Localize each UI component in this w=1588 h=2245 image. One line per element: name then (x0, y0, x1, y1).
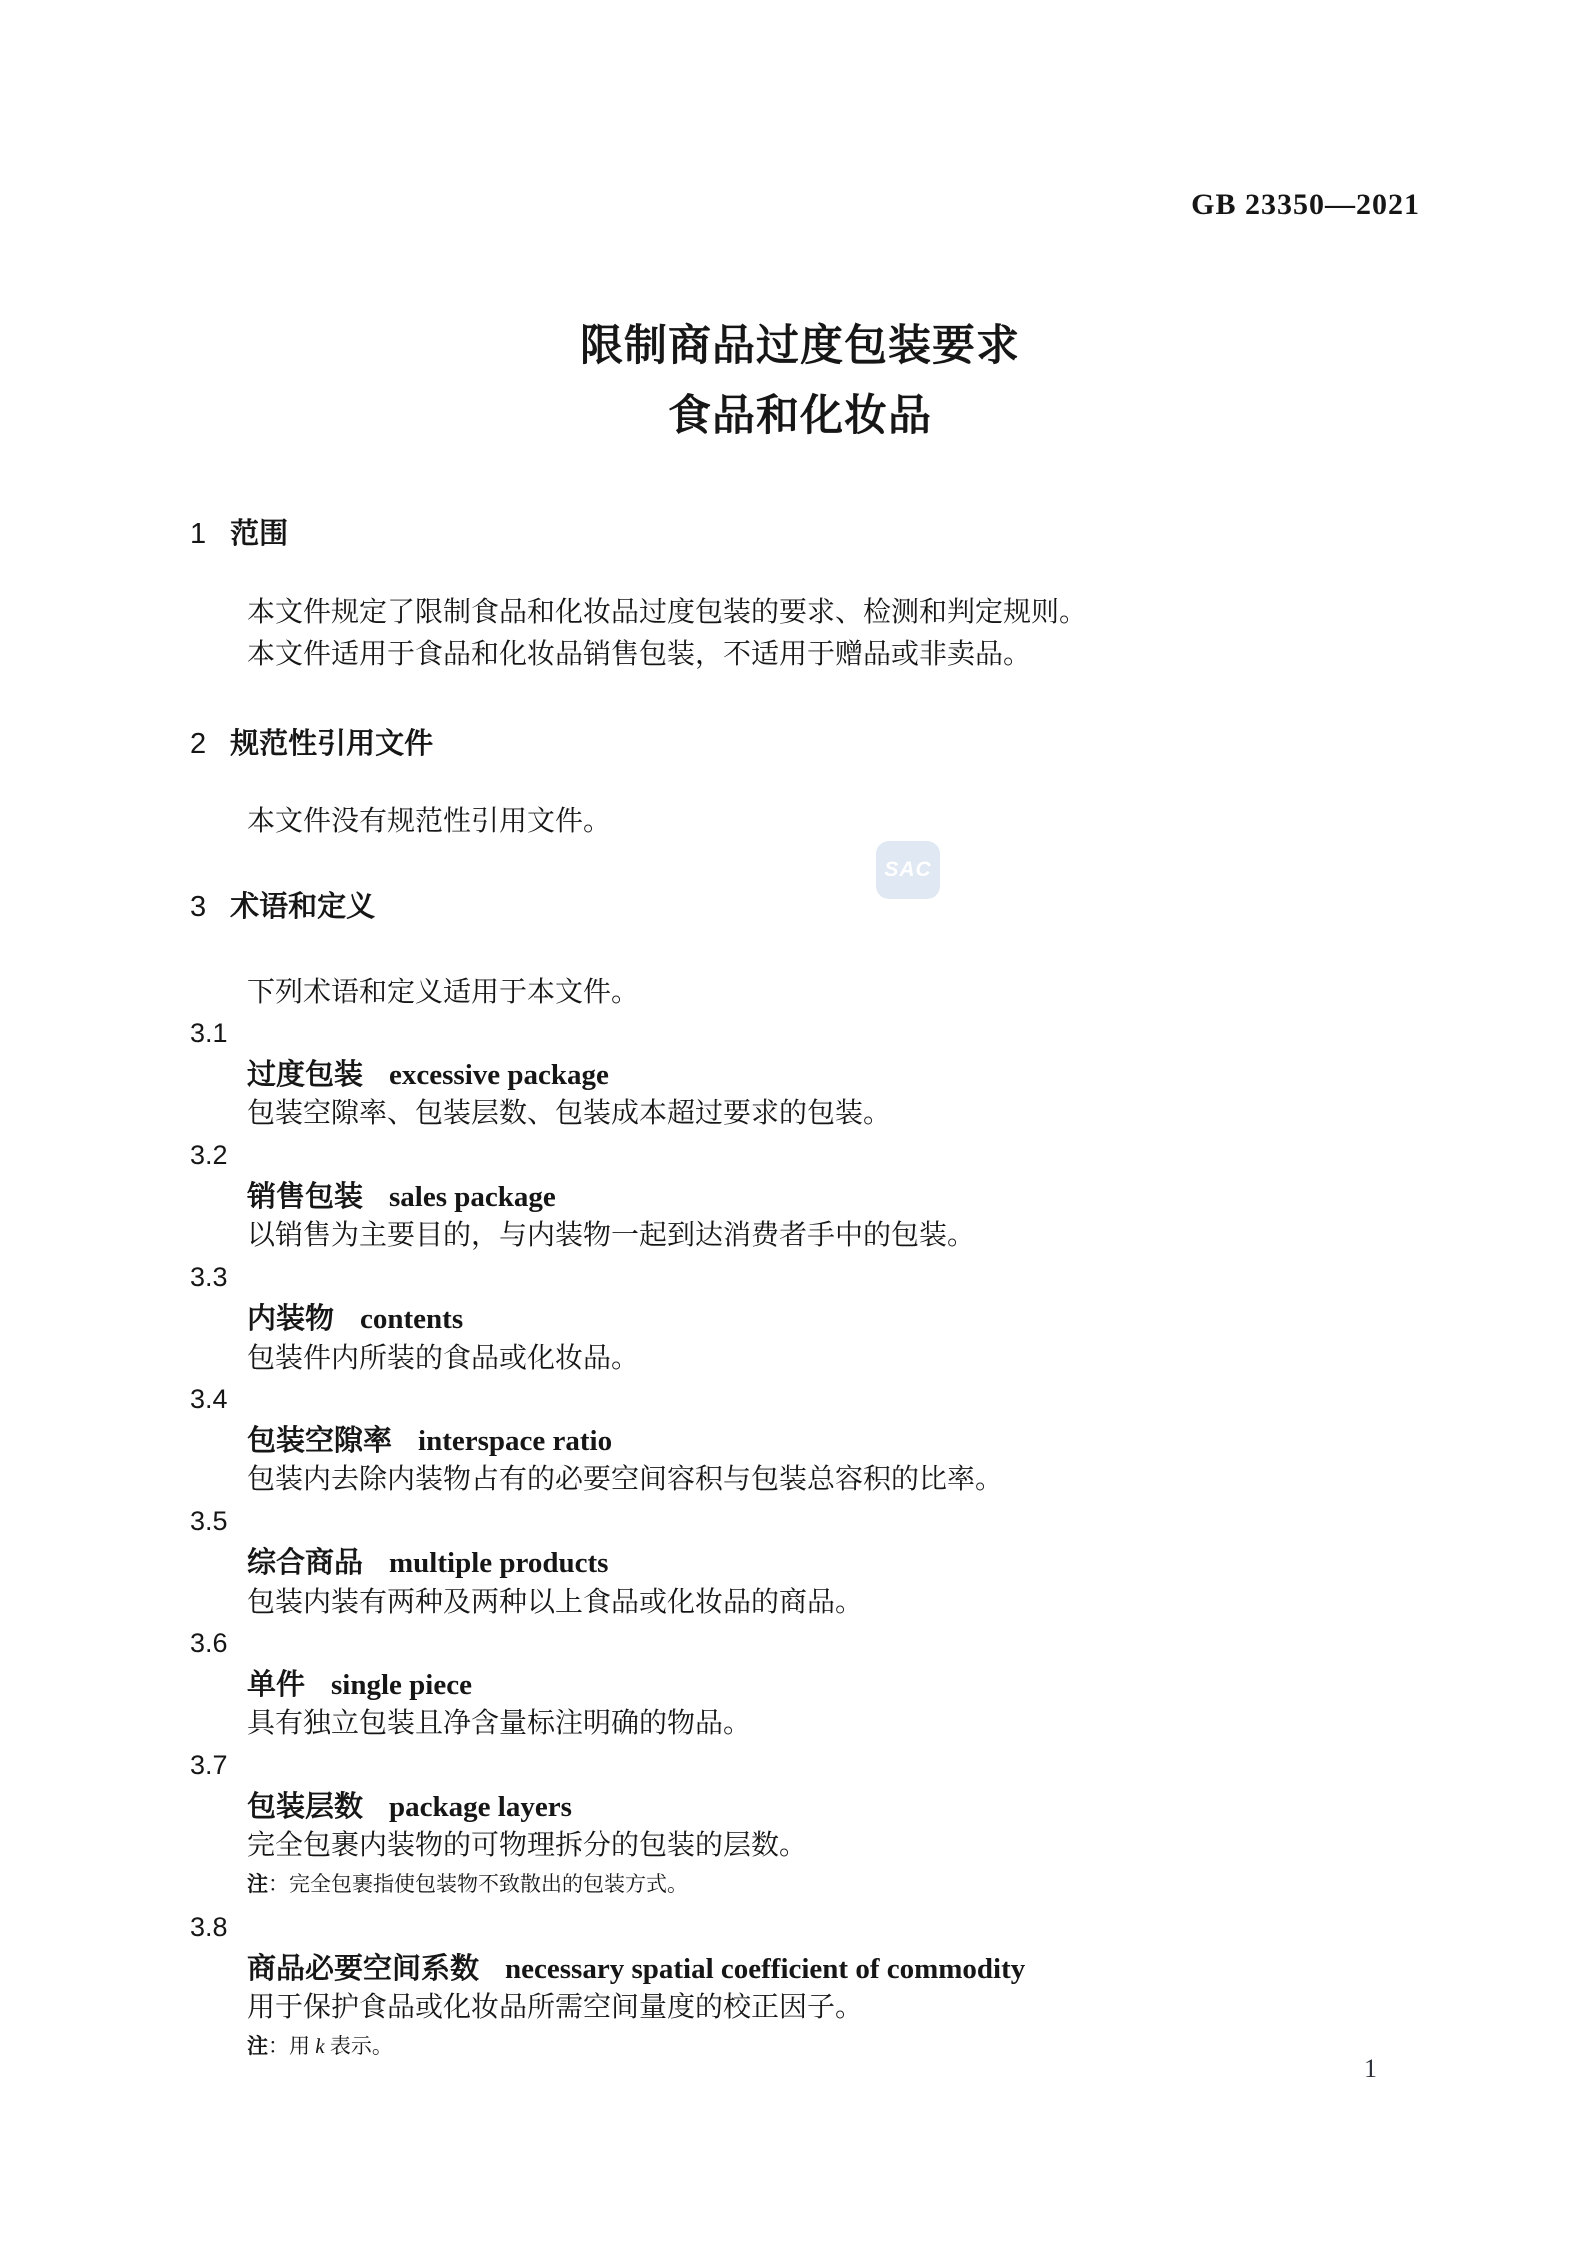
note-label: 注 (247, 2035, 268, 2058)
term-en: multiple products (389, 1547, 609, 1579)
section-number: 3 (190, 891, 207, 923)
term-zh: 单件 (247, 1669, 306, 1701)
term-title (247, 1425, 612, 1458)
term-zh: 商品必要空间系数 (247, 1953, 480, 1985)
note-colon: ： (268, 2034, 289, 2058)
term-number: 3.1 (190, 1018, 228, 1048)
term-title (247, 1303, 463, 1336)
document-title-line2: 食品和化妆品 (668, 392, 932, 440)
note-text-prefix: 用 (289, 2034, 316, 2058)
term-note (247, 1872, 688, 1897)
section-title: 范围 (230, 518, 289, 550)
term-definition: 包装内装有两种及两种以上食品或化妆品的商品。 (247, 1587, 864, 1618)
section-title: 术语和定义 (230, 891, 376, 923)
term-definition: 用于保护食品或化妆品所需空间量度的校正因子。 (247, 1992, 864, 2023)
sac-watermark-text: SAC (884, 857, 932, 881)
section-number: 1 (190, 518, 207, 550)
term-number: 3.2 (190, 1140, 228, 1170)
term-definition: 具有独立包装且净含量标注明确的物品。 (247, 1708, 752, 1739)
section-title: 规范性引用文件 (230, 728, 434, 760)
section-1-heading (190, 518, 288, 551)
term-number: 3.3 (190, 1262, 228, 1292)
term-title (247, 1791, 572, 1824)
term-zh: 销售包装 (247, 1181, 364, 1213)
paragraph: 本文件适用于食品和化妆品销售包装，不适用于赠品或非卖品。 (247, 639, 1032, 670)
term-definition: 包装件内所装的食品或化妆品。 (247, 1343, 640, 1374)
term-definition: 完全包裹内装物的可物理拆分的包装的层数。 (247, 1830, 808, 1861)
document-title-line1: 限制商品过度包装要求 (580, 322, 1020, 370)
term-number: 3.5 (190, 1506, 228, 1536)
section-2-heading (190, 728, 433, 761)
sac-watermark-logo (876, 841, 940, 899)
term-number: 3.7 (190, 1750, 228, 1780)
term-number: 3.8 (190, 1912, 228, 1942)
term-number: 3.4 (190, 1384, 228, 1414)
term-definition: 包装空隙率、包装层数、包装成本超过要求的包装。 (247, 1098, 892, 1129)
term-en: package layers (389, 1791, 572, 1823)
term-definition: 以销售为主要目的，与内装物一起到达消费者手中的包装。 (247, 1220, 976, 1251)
term-en: excessive package (389, 1059, 609, 1091)
note-text-suffix: 表示。 (324, 2034, 393, 2058)
page-number: 1 (1364, 2054, 1377, 2083)
term-zh: 内装物 (247, 1303, 335, 1335)
paragraph: 下列术语和定义适用于本文件。 (247, 977, 640, 1008)
term-en: single piece (331, 1669, 472, 1701)
term-zh: 综合商品 (247, 1547, 364, 1579)
term-note (247, 2034, 393, 2059)
term-number: 3.6 (190, 1628, 228, 1658)
note-colon: ： (268, 1872, 289, 1896)
term-title (247, 1669, 472, 1702)
term-zh: 过度包装 (247, 1059, 364, 1091)
term-en: contents (360, 1303, 464, 1335)
k-symbol: k (315, 2034, 325, 2058)
note-label: 注 (247, 1873, 268, 1896)
term-title (247, 1181, 556, 1214)
term-definition: 包装内去除内装物占有的必要空间容积与包装总容积的比率。 (247, 1464, 1004, 1495)
section-number: 2 (190, 728, 207, 760)
standard-number: GB 23350—2021 (1191, 188, 1420, 221)
term-en: necessary spatial coefficient of commodity (505, 1953, 1026, 1985)
note-text: 完全包裹指使包装物不致散出的包装方式。 (289, 1872, 688, 1896)
term-title (247, 1059, 609, 1092)
term-zh: 包装空隙率 (247, 1425, 393, 1457)
paragraph: 本文件没有规范性引用文件。 (247, 806, 612, 837)
term-en: sales package (389, 1181, 556, 1213)
section-3-heading (190, 891, 375, 924)
paragraph: 本文件规定了限制食品和化妆品过度包装的要求、检测和判定规则。 (247, 597, 1088, 628)
term-title (247, 1953, 1025, 1986)
term-en: interspace ratio (418, 1425, 613, 1457)
term-zh: 包装层数 (247, 1791, 364, 1823)
term-title (247, 1547, 608, 1580)
